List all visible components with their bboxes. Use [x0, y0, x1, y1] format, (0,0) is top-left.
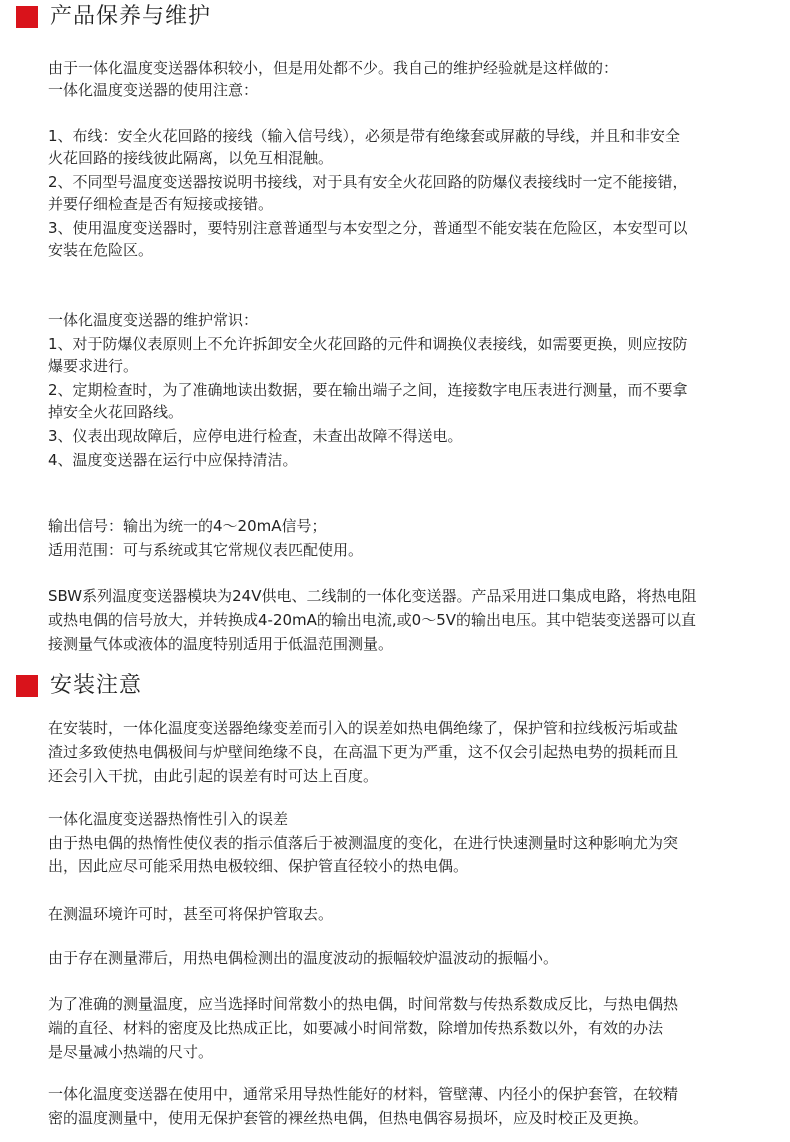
usage-note-line: 3、使用温度变送器时，要特别注意普通型与本安型之分，普通型不能安装在危险区，本安型可以 — [48, 219, 688, 237]
maintenance-line: 一体化温度变送器的维护常识： — [48, 311, 259, 329]
maintenance-line: 4、温度变送器在运行中应保持清洁。 — [48, 451, 298, 469]
description-line: 或热电偶的信号放大，并转换成4-20mA的输出电流,或0～5V的输出电压。其中铠装变送器可以直 — [48, 611, 697, 629]
maintenance-line: 掉安全火花回路线。 — [48, 403, 184, 421]
install-paragraph-line: 还会引入干扰，由此引起的误差有时可达上百度。 — [48, 767, 379, 785]
install-paragraph-line: 在安装时，一体化温度变送器绝缘变差而引入的误差如热电偶绝缘了，保护管和拉线板污垢或盐 — [48, 719, 679, 737]
install-paragraph-line: 密的温度测量中，使用无保护套管的裸丝热电偶，但热电偶容易损坏，应及时校正及更换。 — [48, 1109, 649, 1127]
section-marker — [16, 675, 38, 697]
maintenance-line: 2、定期检查时，为了准确地读出数据，要在输出端子之间，连接数字电压表进行测量，而不要拿 — [48, 381, 688, 399]
section-title: 安装注意 — [50, 673, 143, 698]
section-title: 产品保养与维护 — [50, 4, 212, 29]
usage-note-line: 安装在危险区。 — [48, 241, 154, 259]
description-line: 接测量气体或液体的温度特别适用于低温范围测量。 — [48, 635, 394, 653]
section-marker — [16, 6, 38, 28]
intro-line: 由于一体化温度变送器体积较小，但是用处都不少。我自己的维护经验就是这样做的： — [48, 59, 619, 77]
intro-line: 一体化温度变送器的使用注意： — [48, 81, 259, 99]
description-line: SBW系列温度变送器模块为24V供电、二线制的一体化变送器。产品采用进口集成电路，将热电阻 — [48, 587, 697, 605]
install-paragraph-line: 是尽量减小热端的尺寸。 — [48, 1043, 214, 1061]
section-heading-maintenance — [16, 2, 211, 32]
install-paragraph-line: 出，因此应尽可能采用热电极较细、保护管直径较小的热电偶。 — [48, 857, 469, 875]
install-paragraph-line: 一体化温度变送器在使用中，通常采用导热性能好的材料，管壁薄、内径小的保护套管，在较精 — [48, 1085, 679, 1103]
install-paragraph-line: 在测温环境许可时，甚至可将保护管取去。 — [48, 905, 334, 923]
usage-note-line: 2、不同型号温度变送器按说明书接线，对于具有安全火花回路的防爆仪表接线时一定不能接错， — [48, 173, 688, 191]
install-paragraph-line: 为了准确的测量温度，应当选择时间常数小的热电偶，时间常数与传热系数成反比，与热电偶热 — [48, 995, 679, 1013]
maintenance-line: 爆要求进行。 — [48, 357, 139, 375]
install-paragraph-line: 端的直径、材料的密度及比热成正比，如要减小时间常数，除增加传热系数以外，有效的办法 — [48, 1019, 664, 1037]
install-paragraph-line: 由于热电偶的热惰性使仪表的指示值落后于被测温度的变化，在进行快速测量时这种影响尤为突 — [48, 834, 679, 852]
install-paragraph-line: 由于存在测量滞后，用热电偶检测出的温度波动的振幅较炉温波动的振幅小。 — [48, 949, 559, 967]
spec-line: 输出信号：输出为统一的4～20mA信号； — [48, 517, 327, 535]
maintenance-line: 1、对于防爆仪表原则上不允许拆卸安全火花回路的元件和调换仪表接线，如需要更换，则应按防 — [48, 335, 688, 353]
spec-line: 适用范围：可与系统或其它常规仪表匹配使用。 — [48, 541, 364, 559]
section-heading-installation — [16, 671, 142, 701]
maintenance-line: 3、仪表出现故障后，应停电进行检查，未查出故障不得送电。 — [48, 427, 463, 445]
usage-note-line: 1、布线：安全火花回路的接线（输入信号线），必须是带有绝缘套或屏蔽的导线，并且和非安全 — [48, 127, 681, 145]
install-paragraph-line: 一体化温度变送器热惰性引入的误差 — [48, 810, 289, 828]
usage-note-line: 并要仔细检查是否有短接或接错。 — [48, 195, 274, 213]
install-paragraph-line: 渣过多致使热电偶极间与炉壁间绝缘不良，在高温下更为严重，这不仅会引起热电势的损耗而且 — [48, 743, 679, 761]
usage-note-line: 火花回路的接线彼此隔离，以免互相混触。 — [48, 149, 334, 167]
